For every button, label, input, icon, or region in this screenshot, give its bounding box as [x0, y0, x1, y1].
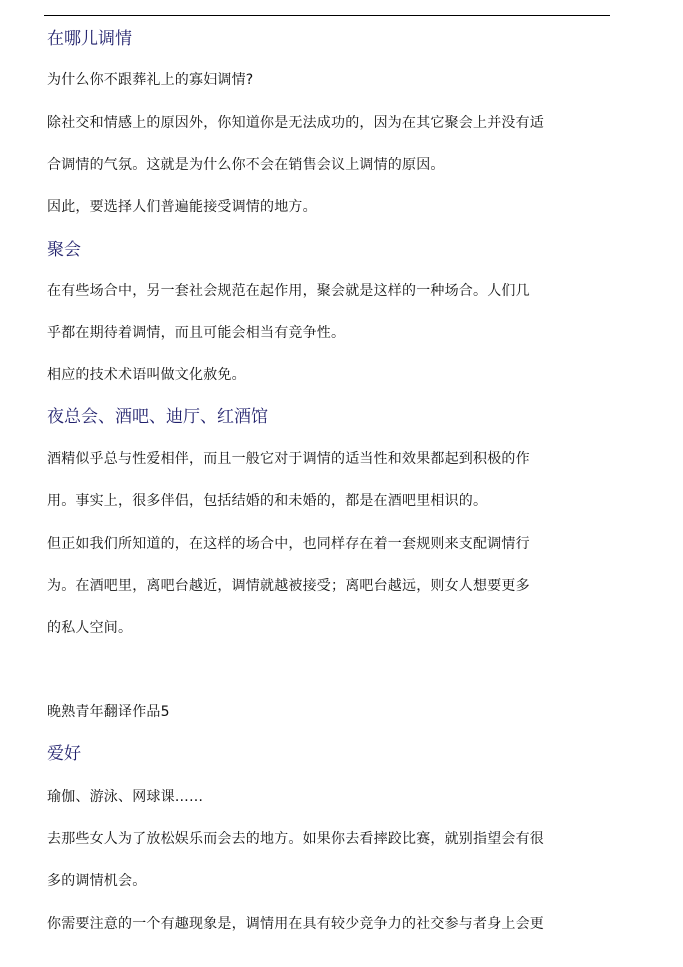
paragraph-line: 为。在酒吧里，离吧台越近，调情就越被接受；离吧台越远，则女人想要更多 — [47, 578, 530, 594]
paragraph-line: 在有些场合中，另一套社会规范在起作用，聚会就是这样的一种场合。人们几 — [47, 283, 530, 299]
paragraph-line: 合调情的气氛。这就是为什么你不会在销售会议上调情的原因。 — [47, 157, 445, 173]
section-heading-hobbies: 爱好 — [47, 744, 81, 764]
paragraph-line: 多的调情机会。 — [47, 873, 147, 889]
translator-credit: 晚熟青年翻译作品5 — [47, 704, 170, 720]
top-rule — [44, 15, 610, 16]
paragraph-line: 相应的技术术语叫做文化赦免。 — [47, 367, 246, 383]
paragraph-line: 去那些女人为了放松娱乐而会去的地方。如果你去看摔跤比赛，就别指望会有很 — [47, 831, 544, 847]
section-heading-nightclubs: 夜总会、酒吧、迪厅、红酒馆 — [47, 407, 268, 427]
paragraph-line: 用。事实上，很多伴侣，包括结婚的和未婚的，都是在酒吧里相识的。 — [47, 493, 488, 509]
section-heading-parties: 聚会 — [47, 240, 81, 260]
section-heading-where-to-flirt: 在哪儿调情 — [47, 29, 132, 49]
paragraph-line: 除社交和情感上的原因外，你知道你是无法成功的，因为在其它聚会上并没有适 — [47, 115, 544, 131]
paragraph-line: 的私人空间。 — [47, 620, 133, 636]
paragraph-line: 酒精似乎总与性爱相伴，而且一般它对于调情的适当性和效果都起到积极的作 — [47, 451, 530, 467]
paragraph-line: 因此，要选择人们普遍能接受调情的地方。 — [47, 199, 317, 215]
paragraph-line: 瑜伽、游泳、网球课…… — [47, 789, 204, 805]
paragraph-line: 为什么你不跟葬礼上的寡妇调情? — [47, 72, 254, 88]
paragraph-line: 但正如我们所知道的，在这样的场合中，也同样存在着一套规则来支配调情行 — [47, 536, 530, 552]
paragraph-line: 你需要注意的一个有趣现象是，调情用在具有较少竞争力的社交参与者身上会更 — [47, 916, 544, 932]
paragraph-line: 乎都在期待着调情，而且可能会相当有竞争性。 — [47, 325, 346, 341]
